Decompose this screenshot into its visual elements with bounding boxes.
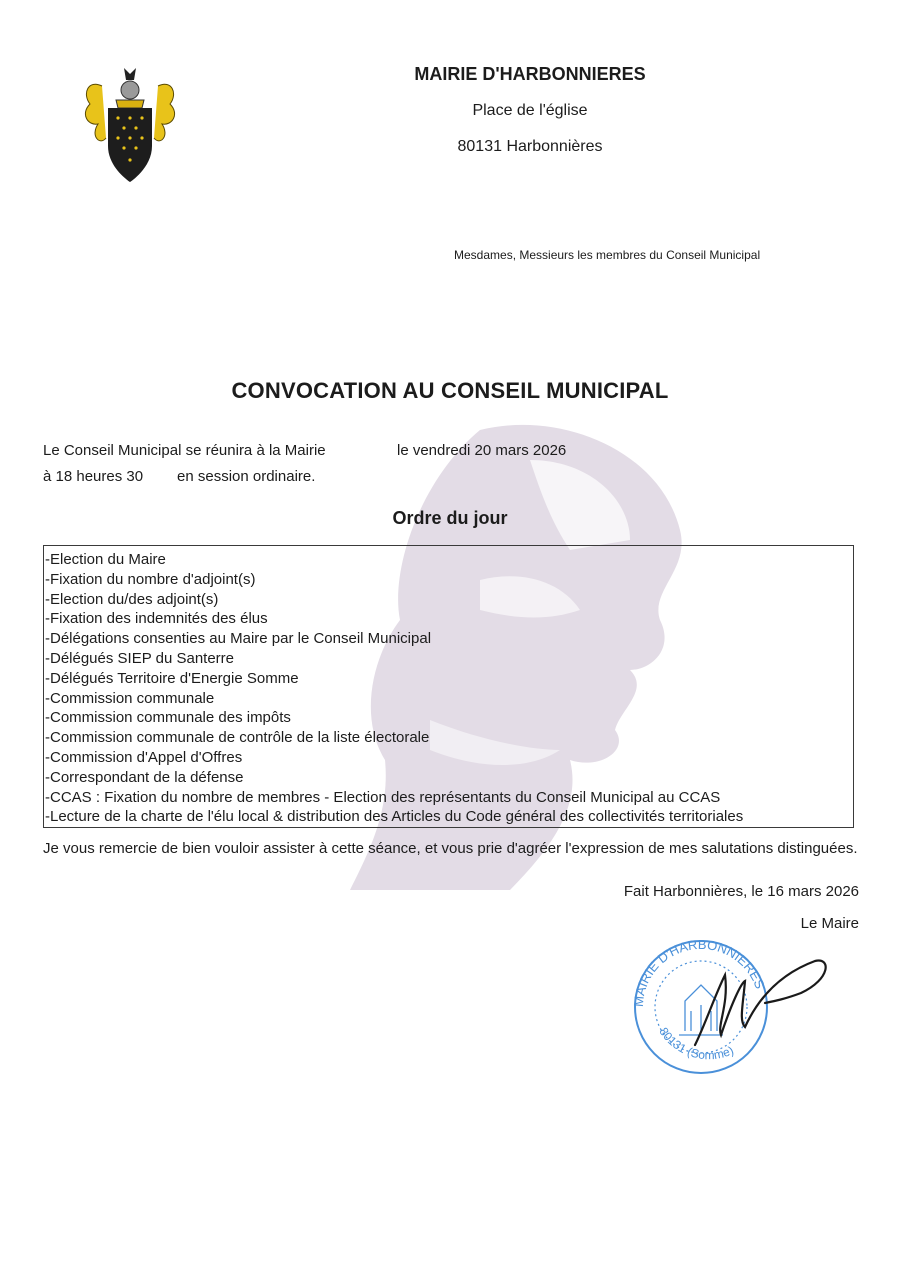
- mairie-name: MAIRIE D'HARBONNIERES: [414, 64, 646, 84]
- agenda-item: -CCAS : Fixation du nombre de membres - Election des représentants du Conseil Municipal au CCAS: [45, 788, 721, 806]
- agenda-item: -Délégués SIEP du Santerre: [45, 649, 235, 667]
- intro-session: en session ordinaire.: [177, 468, 316, 485]
- agenda-item: -Lecture de la charte de l'élu local & distribution des Articles du Code général des collectivités territoriales: [45, 808, 744, 826]
- agenda-item: -Délégués Territoire d'Energie Somme: [45, 669, 299, 687]
- mairie-city: 80131 Harbonnières: [457, 138, 603, 155]
- coat-of-arms-logo: [80, 64, 180, 189]
- date-line: Fait Harbonnières, le 16 mars 2026: [623, 883, 859, 900]
- agenda-box: [43, 545, 854, 828]
- agenda-item: -Commission d'Appel d'Offres: [45, 748, 243, 766]
- mairie-address: Place de l'église: [472, 102, 588, 119]
- agenda-item: -Commission communale des impôts: [45, 709, 291, 727]
- intro-location: Le Conseil Municipal se réunira à la Mairie: [43, 442, 326, 459]
- agenda-item: -Délégations consenties au Maire par le Conseil Municipal: [45, 630, 432, 648]
- agenda-title: Ordre du jour: [392, 508, 508, 528]
- agenda-list: [44, 546, 853, 827]
- stamp-top-text: MAIRIE D'HARBONNIERES: [630, 936, 768, 1008]
- agenda-item: -Commission communale: [45, 689, 215, 707]
- intro-date: le vendredi 20 mars 2026: [397, 442, 567, 459]
- mairie-stamp-seal: [625, 935, 835, 1075]
- agenda-item: -Fixation du nombre d'adjoint(s): [45, 570, 256, 588]
- closing-paragraph: Je vous remercie de bien vouloir assister à cette séance, et vous prie d'agréer l'expression de mes salutations distinguées.: [43, 840, 858, 857]
- agenda-item: -Election du/des adjoint(s): [45, 590, 219, 608]
- svg-text:MAIRIE D'HARBONNIERES: [631, 937, 768, 1007]
- stamp-bottom-text: 80131 (Somme): [656, 1024, 736, 1063]
- agenda-item: -Commission communale de contrôle de la liste électorale: [45, 729, 430, 747]
- agenda-item: -Fixation des indemnités des élus: [45, 610, 268, 628]
- intro-time: à 18 heures 30: [43, 468, 144, 485]
- agenda-item: -Correspondant de la défense: [45, 768, 244, 786]
- signer-title: Le Maire: [800, 915, 859, 932]
- document-title: CONVOCATION AU CONSEIL MUNICIPAL: [231, 378, 669, 403]
- recipients-line: Mesdames, Messieurs les membres du Conseil Municipal: [454, 248, 761, 262]
- agenda-item: -Election du Maire: [45, 551, 166, 568]
